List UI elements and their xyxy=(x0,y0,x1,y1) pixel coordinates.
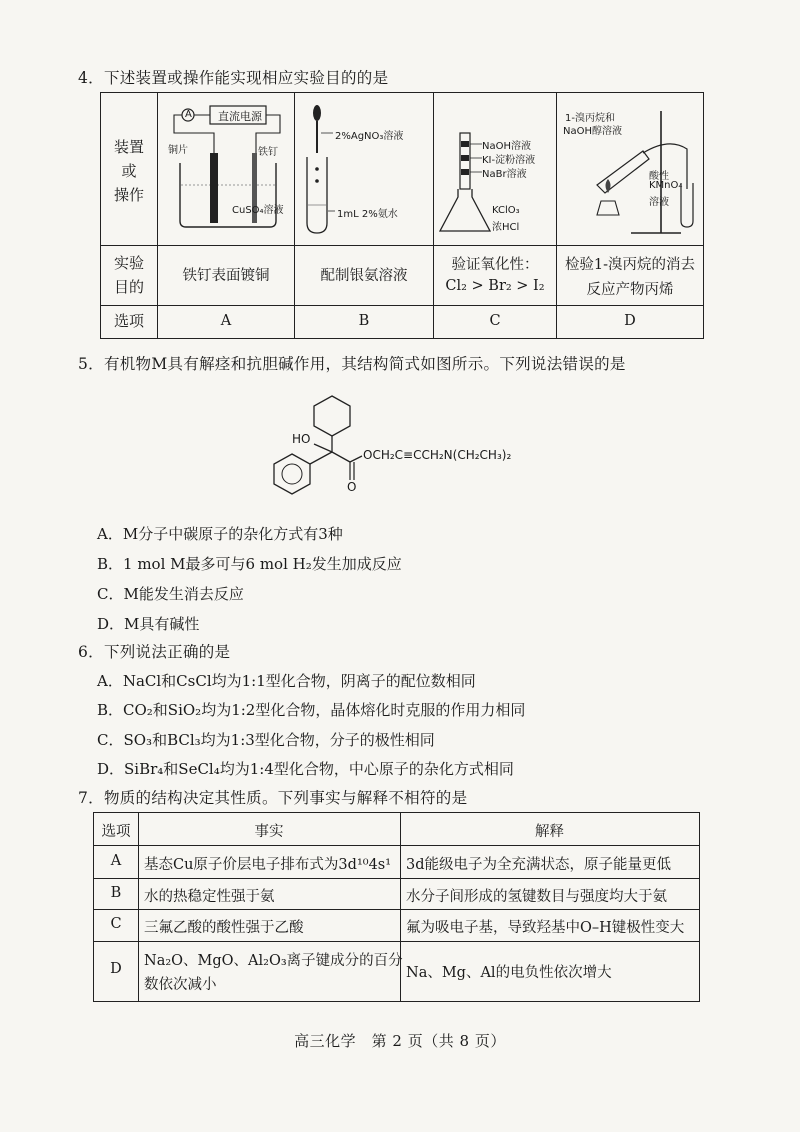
q4-table xyxy=(100,92,704,339)
apparatus-a-electroplating: A 直流电源 铜片 铁钉 CuSO₄溶液 xyxy=(158,93,294,245)
q7-row-d-explanation: Na、Mg、Al的电负性依次增大 xyxy=(406,965,612,981)
q7-row-a-fact: 基态Cu原子价层电子排布式为3d¹⁰4s¹ xyxy=(144,857,392,873)
q5-option-a: A．M分子中碳原子的杂化方式有3种 xyxy=(97,525,343,543)
q5-option-c: C．M能发生消去反应 xyxy=(97,585,244,603)
option-b: B xyxy=(358,313,370,329)
row-label-purpose: 实验 目的 xyxy=(113,254,144,296)
q7-row-a-option: A xyxy=(110,853,122,869)
apparatus-d-elimination: 1-溴丙烷和 NaOH醇溶液 酸性 KMnO₄ 溶液 xyxy=(557,93,703,245)
option-a: A xyxy=(220,313,232,329)
q7-row-a-explanation: 3d能级电子为全充满状态，原子能量更低 xyxy=(406,857,672,873)
q5-option-b: B．1 mol M最多可与6 mol H₂发生加成反应 xyxy=(97,555,402,573)
q7-row-d-fact-line1: Na₂O、MgO、Al₂O₃离子键成分的百分 xyxy=(144,953,403,969)
purpose-d: 检验1-溴丙烷的消去 反应产物丙烯 xyxy=(564,257,696,298)
q7-row-b-option: B xyxy=(110,885,122,901)
q7-row-d-option: D xyxy=(110,961,122,977)
q6-option-b: B．CO₂和SiO₂均为1:2型化合物，晶体熔化时克服的作用力相同 xyxy=(97,701,526,719)
row-label-option: 选项 xyxy=(113,312,144,330)
q5-option-d: D．M具有碱性 xyxy=(97,615,200,633)
q7-header-option: 选项 xyxy=(101,824,131,840)
option-c: C xyxy=(489,313,501,329)
q6-option-d: D．SiBr₄和SeCl₄均为1:4型化合物，中心原子的杂化方式相同 xyxy=(97,760,514,778)
q7-header-explanation: 解释 xyxy=(535,824,564,840)
q7-row-b-fact: 水的热稳定性强于氨 xyxy=(144,889,275,905)
q5-title: 5．有机物M具有解痉和抗胆碱作用，其结构简式如图所示。下列说法错误的是 xyxy=(78,355,626,373)
q6-option-c: C．SO₃和BCl₃均为1:3型化合物，分子的极性相同 xyxy=(97,731,435,749)
q6-title: 6．下列说法正确的是 xyxy=(78,643,231,661)
q7-row-c-fact: 三氟乙酸的酸性强于乙酸 xyxy=(144,920,304,936)
purpose-a: 铁钉表面镀铜 xyxy=(182,268,270,284)
apparatus-c-oxidation: NaOH溶液 KI-淀粉溶液 NaBr溶液 KClO₃ 浓HCl xyxy=(434,93,556,245)
q7-row-d-fact-line2: 数依次减小 xyxy=(144,977,217,993)
row-label-apparatus: 装置 或 操作 xyxy=(113,138,144,204)
page-footer: 高三化学 第 2 页（共 8 页） xyxy=(294,1032,506,1050)
purpose-c: 验证氧化性： Cl₂ > Br₂ > I₂ xyxy=(445,257,545,294)
q7-row-c-explanation: 氟为吸电子基，导致羟基中O–H键极性变大 xyxy=(406,920,685,936)
q7-header-fact: 事实 xyxy=(254,824,284,840)
q5-structure: HO OCH₂C≡CCH₂N(CH₂CH₃)₂ O xyxy=(270,390,530,500)
q7-row-b-explanation: 水分子间形成的氢键数目与强度均大于氨 xyxy=(406,889,667,905)
q7-table xyxy=(93,812,700,1002)
purpose-b: 配制银氨溶液 xyxy=(320,268,408,284)
apparatus-b-silver-ammonia: 2%AgNO₃溶液 1mL 2%氨水 xyxy=(295,93,433,245)
option-d: D xyxy=(624,313,636,329)
q6-option-a: A．NaCl和CsCl均为1:1型化合物，阴离子的配位数相同 xyxy=(97,672,476,690)
q7-row-c-option: C xyxy=(110,916,122,932)
q7-title: 7．物质的结构决定其性质。下列事实与解释不相符的是 xyxy=(78,789,468,807)
q4-title: 4．下述装置或操作能实现相应实验目的的是 xyxy=(78,69,389,87)
